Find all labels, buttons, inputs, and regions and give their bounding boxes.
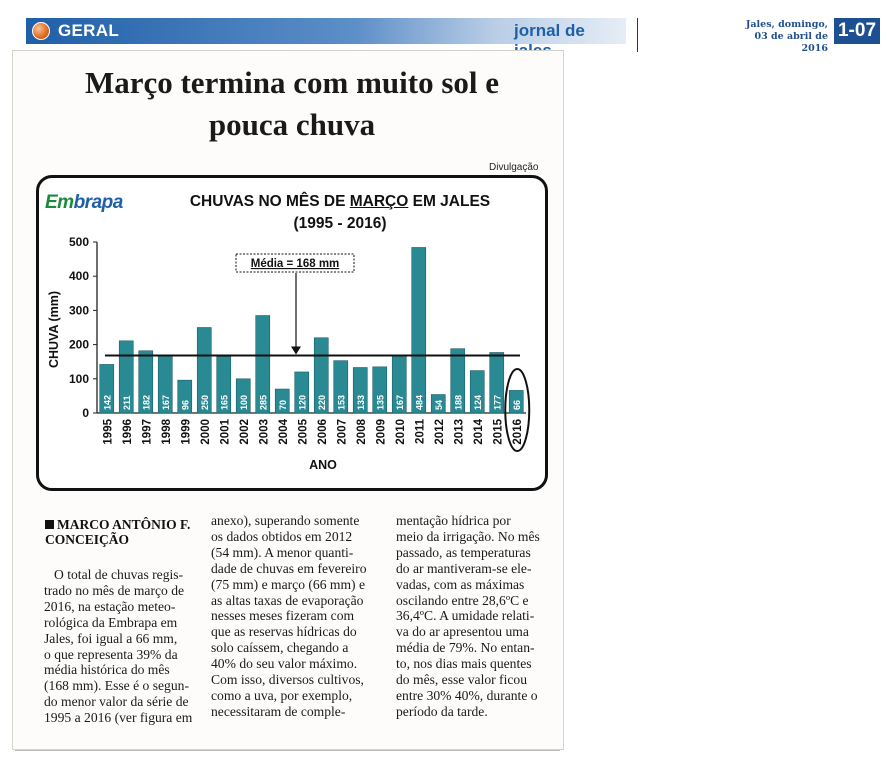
text-column-2	[211, 513, 381, 720]
byline-line-2: CONCEIÇÃO	[45, 532, 130, 547]
x-tick-label: 2016	[511, 419, 524, 445]
bar-value-label: 124	[472, 394, 483, 410]
bar-value-label: 100	[238, 394, 249, 410]
x-tick-label: 2012	[433, 419, 446, 445]
bar-value-label: 167	[394, 394, 405, 410]
col3-line: período da tarde.	[396, 703, 488, 719]
col1-line: do menor valor da série de	[44, 694, 189, 710]
col2-line: (54 mm). A menor quanti-	[211, 544, 354, 560]
bar-value-label: 484	[414, 394, 425, 410]
bar-value-label: 135	[375, 394, 386, 410]
x-tick-label: 2008	[355, 419, 368, 445]
x-tick-label: 2002	[238, 419, 251, 445]
col3-line: vadas, com as máximas	[396, 576, 525, 592]
y-tick-label: 200	[68, 337, 89, 352]
newspaper-name: jornal de	[514, 21, 585, 40]
col3-line: média de 79%. No entan-	[396, 640, 535, 656]
x-tick-label: 2006	[316, 419, 329, 445]
col3-line: oscilando entre 28,6ºC e	[396, 592, 529, 608]
bar-value-label: 142	[102, 394, 113, 410]
col3-line: do ar mantiveram-se ele-	[396, 560, 532, 576]
col1-line: 2016, na estação meteo-	[44, 598, 176, 614]
x-tick-label: 2014	[472, 419, 485, 445]
mean-arrow-head	[291, 347, 301, 355]
col1-line: (168 mm). Esse é o segun-	[44, 678, 189, 694]
bar-value-label: 54	[433, 399, 444, 410]
x-tick-label: 2003	[258, 419, 271, 445]
x-tick-label: 1998	[160, 419, 173, 445]
bar-value-label: 66	[511, 399, 522, 410]
x-tick-label: 2009	[375, 419, 388, 445]
text-column-3	[396, 513, 556, 720]
chart-title-pre: CHUVAS NO MÊS DE	[189, 193, 350, 210]
bar-value-label: 167	[160, 394, 171, 410]
bar-value-label: 120	[297, 394, 308, 410]
mean-label: Média = 168 mm	[250, 258, 340, 270]
col3-line: meio da irrigação. No mês	[396, 528, 540, 544]
x-tick-label: 2005	[297, 419, 310, 445]
text-column-1	[44, 567, 204, 726]
chart-title-month: MARÇO	[349, 193, 409, 210]
x-axis-title: ANO	[309, 458, 337, 472]
bar-value-label: 153	[336, 394, 347, 410]
y-tick-label: 0	[82, 406, 89, 420]
col2-line: nesses meses fizeram com	[211, 608, 355, 624]
dateline-day: Jales, domingo,	[745, 19, 828, 30]
x-tick-label: 1995	[102, 419, 115, 445]
bar-value-label: 285	[258, 394, 269, 410]
dateline-date: 03 de abril de 2016	[754, 31, 828, 54]
col3-line: 36,4ºC. A umidade relati-	[396, 608, 535, 624]
x-tick-label: 2010	[394, 419, 407, 445]
col2-line: dade de chuvas em fevereiro	[211, 560, 367, 576]
col3-line: va do ar apresentou uma	[396, 624, 529, 640]
col2-line: como a uva, por exemplo,	[211, 687, 353, 703]
col2-line: 40% do seu valor máximo.	[211, 656, 358, 672]
x-tick-label: 1996	[121, 419, 134, 445]
col3-line: do mês, esse valor ficou	[396, 672, 527, 688]
y-tick-label: 500	[68, 235, 89, 249]
x-tick-label: 2013	[453, 419, 466, 445]
byline-line-1	[45, 517, 205, 532]
col3-line: entre 30% 40%, durante o	[396, 687, 538, 703]
bar-value-label: 211	[121, 395, 132, 410]
col3-line: passado, as temperaturas	[396, 544, 531, 560]
col3-line: mentação hídrica por	[396, 513, 511, 528]
logo-part-1: Em	[45, 192, 74, 213]
bar-value-label: 188	[453, 394, 464, 410]
byline	[45, 517, 205, 547]
x-tick-label: 2007	[336, 419, 349, 445]
col1-line: Jales, foi igual a 66 mm,	[44, 630, 178, 646]
page-bottom-rule	[15, 750, 560, 751]
bar-value-label: 182	[141, 394, 152, 410]
bar-value-label: 96	[180, 399, 191, 410]
col1-line: trado no mês de março de	[44, 582, 185, 598]
bar-value-label: 70	[277, 399, 288, 410]
bar-value-label: 165	[219, 394, 230, 410]
page-number: 1-07	[834, 18, 880, 44]
col2-line: que as reservas hídricas do	[211, 624, 357, 640]
x-tick-label: 2015	[492, 419, 505, 445]
logo-part-2: brapa	[73, 192, 123, 213]
photo-credit: Divulgação	[489, 162, 539, 173]
byline-square-icon	[45, 520, 54, 529]
col2-line: os dados obtidos em 2012	[211, 528, 353, 544]
col2-line: necessitaram de comple-	[211, 703, 346, 719]
x-tick-label: 1997	[141, 419, 154, 445]
byline-name: MARCO ANTÔNIO F.	[57, 517, 191, 532]
col3-line: to, nos dias mais quentes	[396, 656, 532, 672]
col2-line: as altas taxas de evaporação	[211, 592, 364, 608]
x-tick-label: 2001	[219, 419, 232, 445]
bar-value-label: 220	[316, 394, 327, 410]
headline-line-1: Março termina com muito sol e	[84, 65, 500, 100]
x-tick-label: 2004	[277, 419, 290, 445]
col1-line: rológica da Embrapa em	[44, 614, 178, 630]
headline-line-2: pouca chuva	[208, 107, 376, 142]
bar-value-label: 177	[492, 394, 503, 410]
x-tick-label: 2000	[199, 419, 212, 445]
col2-line: anexo), superando somente	[211, 513, 360, 528]
col2-line: (75 mm) e março (66 mm) e	[211, 576, 366, 592]
y-tick-label: 400	[68, 269, 89, 284]
bar-value-label: 133	[355, 394, 366, 410]
col1-line: 1995 a 2016 (ver figura em	[44, 710, 193, 726]
chart-title-post: EM JALES	[408, 193, 491, 210]
y-tick-label: 300	[68, 303, 89, 318]
y-tick-label: 100	[68, 371, 89, 386]
col1-line: média histórica do mês	[44, 662, 170, 678]
bar-value-label: 250	[199, 394, 210, 410]
x-tick-label: 2011	[414, 419, 427, 444]
col1-line: o que representa 39% da	[44, 646, 178, 662]
section-label: GERAL	[58, 21, 119, 40]
col2-line: Com isso, diversos cultivos,	[211, 672, 364, 688]
col2-line: solo caíssem, chegando a	[211, 640, 349, 656]
chart-subtitle: (1995 - 2016)	[293, 215, 387, 232]
col1-line: O total de chuvas regis-	[54, 567, 184, 582]
y-axis-title: CHUVA (mm)	[47, 290, 61, 369]
x-tick-label: 1999	[180, 419, 193, 445]
bar-2011	[412, 247, 426, 413]
